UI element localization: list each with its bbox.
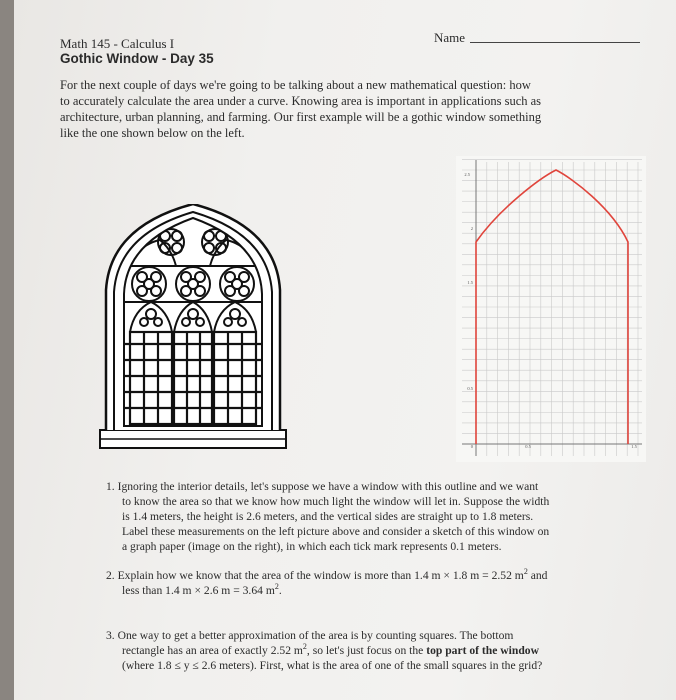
intro-line: For the next couple of days we're going to be talking about a new mathematical question: how <box>60 78 531 92</box>
y-tick-label: 0 <box>470 444 473 449</box>
superscript: 2 <box>302 642 307 652</box>
question-3-text: rectangle has an area of exactly 2.52 m <box>122 644 303 657</box>
worksheet-title: Gothic Window - Day 35 <box>60 51 214 66</box>
superscript: 2 <box>274 582 279 592</box>
gothic-window-illustration <box>94 204 292 454</box>
y-tick-label: 2 <box>470 226 473 231</box>
question-1-line: a graph paper (image on the right), in which each tick mark represents 0.1 meters. <box>122 540 502 553</box>
graph-paper-sketch <box>456 156 646 462</box>
question-3-text: , so let's just focus on the <box>306 644 427 657</box>
question-3-emphasis: top part of the window <box>426 644 539 657</box>
x-tick-label: 1.5 <box>631 444 637 449</box>
question-1-line: Label these measurements on the left picture above and consider a sketch of this window on <box>122 525 550 538</box>
question-1-line: 1. Ignoring the interior details, let's suppose we have a window with this outline and we want <box>106 480 539 493</box>
name-field-line[interactable] <box>470 42 640 43</box>
question-1-line: is 1.4 meters, the height is 2.6 meters, and the vertical sides are straight up to 1.8 meters. <box>122 510 534 523</box>
intro-line: architecture, urban planning, and farming. Our first example will be a gothic window something <box>60 110 542 124</box>
y-tick-label: 1.5 <box>467 280 473 285</box>
y-tick-label: 2.5 <box>464 172 470 177</box>
question-2-text: 2. Explain how we know that the area of the window is more than 1.4 m × 1.8 m = 2.52 m <box>106 569 524 582</box>
question-2-text: less than 1.4 m × 2.6 m = 3.64 m <box>122 584 275 597</box>
y-tick-label: 0.5 <box>467 386 473 391</box>
question-2-line <box>106 569 547 582</box>
name-label: Name <box>434 30 466 45</box>
intro-line: to accurately calculate the area under a curve. Knowing area is important in applications such as <box>60 94 542 108</box>
question-2-line <box>122 584 282 597</box>
superscript: 2 <box>523 567 528 577</box>
question-3-line: 3. One way to get a better approximation of the area is by counting squares. The bottom <box>106 629 514 642</box>
worksheet-page <box>14 0 676 700</box>
x-tick-label: 0.5 <box>525 444 531 449</box>
intro-line: like the one shown below on the left. <box>60 126 245 140</box>
question-3-line: (where 1.8 ≤ y ≤ 2.6 meters). First, what is the area of one of the small squares in the grid? <box>122 659 543 672</box>
question-3-line <box>122 644 539 657</box>
question-2-text: . <box>278 584 282 597</box>
question-1-line: to know the area so that we know how much light the window will let in. Suppose the width <box>122 495 550 508</box>
course-label: Math 145 - Calculus I <box>60 36 175 51</box>
question-2-text: and <box>527 569 548 582</box>
